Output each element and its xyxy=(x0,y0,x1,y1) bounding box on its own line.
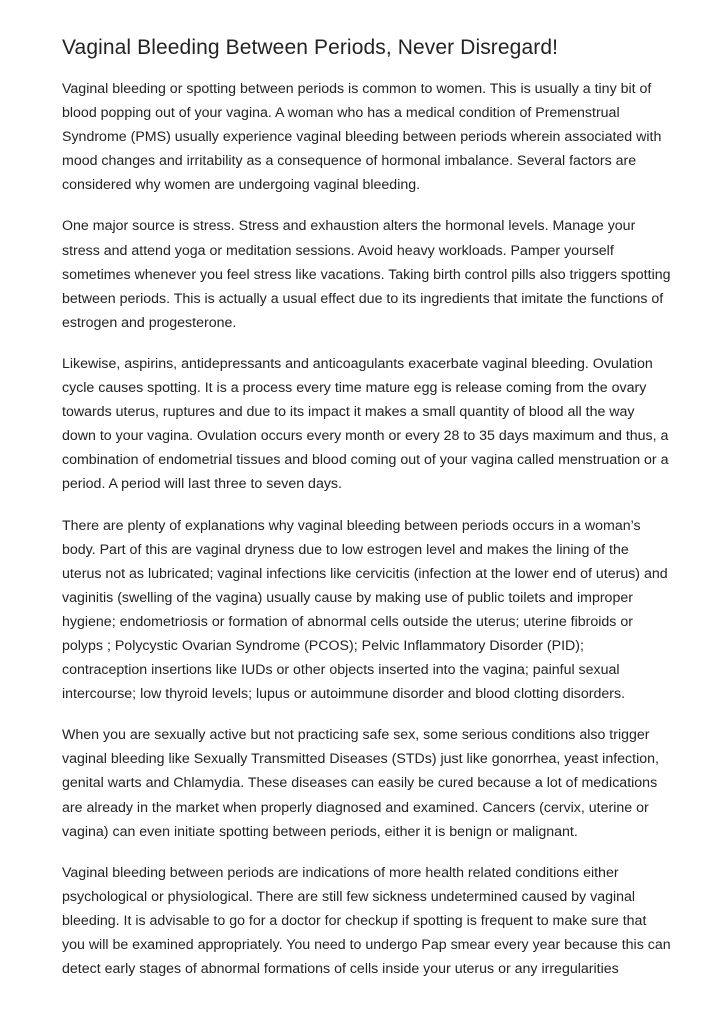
paragraph-3: Likewise, aspirins, antidepressants and anticoagulants exacerbate vaginal bleeding. Ovulation cycle causes spotting. It is a process every time mature egg is release coming from the ovary towards uterus, ruptures and due to its impact it makes a small quantity of blood all the way down to your vagina. Ovulation occurs every month or every 28 to 35 days maximum and thus, a combination of endometrial tissues and blood coming out of your vagina called menstruation or a period. A period will last three to seven days. xyxy=(62,355,669,493)
document-page xyxy=(62,34,672,998)
paragraph-6: Vaginal bleeding between periods are indications of more health related conditions either psychological or physiological. There are still few sickness undetermined caused by vaginal bleeding. It is advisable to go for a doctor for checkup if spotting is frequent to make sure that you will be examined appropriately. You need to undergo Pap smear every year because this can detect early stages of abnormal formations of cells inside your uterus or any irregularities xyxy=(62,864,671,978)
paragraph-5: When you are sexually active but not practicing safe sex, some serious conditions also trigger vaginal bleeding like Sexually Transmitted Diseases (STDs) just like gonorrhea, yeast infection, genital warts and Chlamydia. These diseases can easily be cured because a lot of medications are already in the market when properly diagnosed and examined. Cancers (cervix, uterine or vagina) can even initiate spotting between periods, either it is benign or malignant. xyxy=(62,727,659,840)
paragraph-1: Vaginal bleeding or spotting between periods is common to women. This is usually a tiny bit of blood popping out of your vagina. A woman who has a medical condition of Premenstrual Syndrome (PMS) usually experience vaginal bleeding between periods wherein associated with mood changes and irritability as a consequence of hormonal imbalance. Several factors are considered why women are undergoing vaginal bleeding. xyxy=(62,81,662,194)
paragraph-4: There are plenty of explanations why vaginal bleeding between periods occurs in a woman’s body. Part of this are vaginal dryness due to low estrogen level and makes the lining of the uterus not as lubricated; vaginal infections like cervicitis (infection at the lower end of uterus) and vaginitis (swelling of the vagina) usually cause by making use of public toilets and improper hygiene; endometriosis or formation of abnormal cells outside the uterus; uterine fibroids or polyps ; Polycystic Ovarian Syndrome (PCOS); Pelvic Inflammatory Disorder (PID); contraception insertions like IUDs or other objects inserted into the vagina; painful sexual intercourse; low thyroid levels; lupus or autoimmune disorder and blood clotting disorders. xyxy=(62,517,668,703)
paragraph-2: One major source is stress. Stress and exhaustion alters the hormonal levels. Manage your stress and attend yoga or meditation sessions. Avoid heavy workloads. Pamper yourself sometimes whenever you feel stress like vacations. Taking birth control pills also triggers spotting between periods. This is actually a usual effect due to its ingredients that imitate the functions of estrogen and progesterone. xyxy=(62,218,671,331)
document-title: Vaginal Bleeding Between Periods, Never Disregard! xyxy=(62,36,559,59)
